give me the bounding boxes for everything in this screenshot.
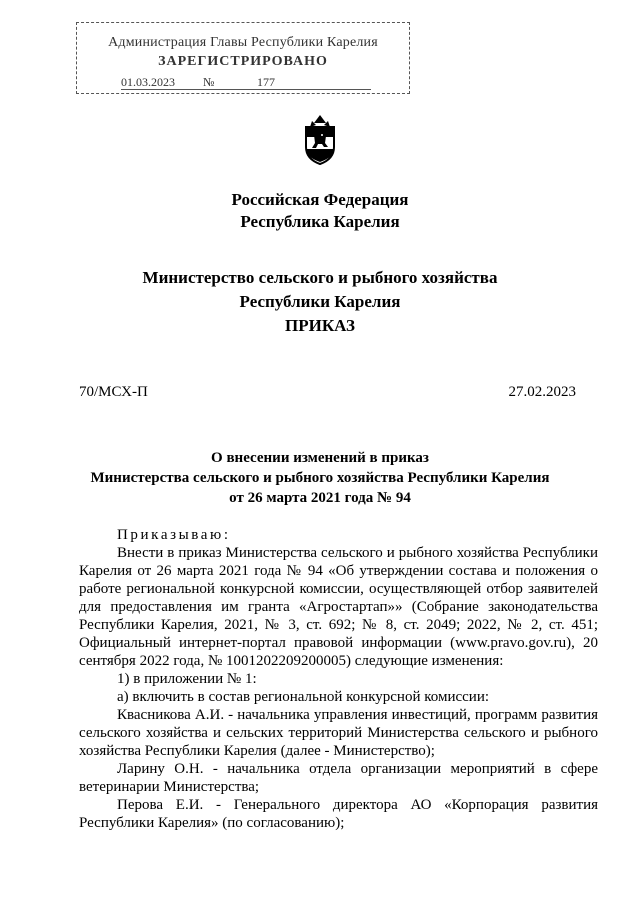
- order-intro: Приказываю:: [117, 527, 231, 543]
- document-type: ПРИКАЗ: [285, 316, 355, 335]
- order-body: [79, 526, 598, 832]
- order-paragraph-main: Внести в приказ Министерства сельского и рыбного хозяйства Республики Карелия от 26 марта 2021 года № 94 «Об утверждении состава и положения о работе региональной конкурсной комиссии, осуществляющей отбор заявителей для предоставления им гранта «Агростартап»» (Собрание законодательства Республики Карелия, 2021, № 3, ст. 692; № 8, ст. 2049; 2022, № 2, ст. 451; Официальный интернет-портал правовой информации (www.pravo.gov.ru), 20 сентября 2022 года, № 1001202209200005) следующие изменения:: [79, 545, 598, 669]
- document-number: 70/МСХ-П: [79, 384, 148, 400]
- stamp-number-sign: №: [203, 75, 215, 89]
- registration-stamp: [76, 22, 410, 94]
- order-item-1: 1) в приложении № 1:: [117, 671, 257, 687]
- subject-line2: Министерства сельского и рыбного хозяйства Республики Карелия: [90, 470, 550, 486]
- document-date: 27.02.2023: [508, 384, 576, 400]
- stamp-date: 01.03.2023: [121, 75, 175, 89]
- republic-name: Республика Карелия: [240, 212, 400, 231]
- commission-member-kvasnikov: Квасникова А.И. - начальника управления инвестиций, программ развития сельского хозяйства и сельских территорий Министерства сельского и рыбного хозяйства Республики Карелия (далее - Министерство);: [79, 707, 598, 759]
- stamp-number: 177: [257, 75, 275, 89]
- stamp-status: ЗАРЕГИСТРИРОВАНО: [158, 54, 328, 69]
- subject-line3: от 26 марта 2021 года № 94: [229, 490, 411, 506]
- ministry-name-line2: Республики Карелия: [239, 292, 401, 311]
- karelia-coat-of-arms-icon: [302, 113, 338, 165]
- stamp-authority: Администрация Главы Республики Карелия: [108, 35, 378, 50]
- country-name: Российская Федерация: [231, 190, 409, 209]
- commission-member-larina: Ларину О.Н. - начальника отдела организации мероприятий в сфере ветеринарии Министерства;: [79, 761, 598, 795]
- commission-member-perov: Перова Е.И. - Генерального директора АО «Корпорация развития Республики Карелия» (по согласованию);: [79, 797, 598, 831]
- subject-line1: О внесении изменений в приказ: [211, 450, 429, 466]
- order-subitem-a: а) включить в состав региональной конкурсной комиссии:: [117, 689, 490, 705]
- stamp-registration-line: [121, 76, 371, 90]
- ministry-name-line1: Министерство сельского и рыбного хозяйства: [142, 268, 498, 287]
